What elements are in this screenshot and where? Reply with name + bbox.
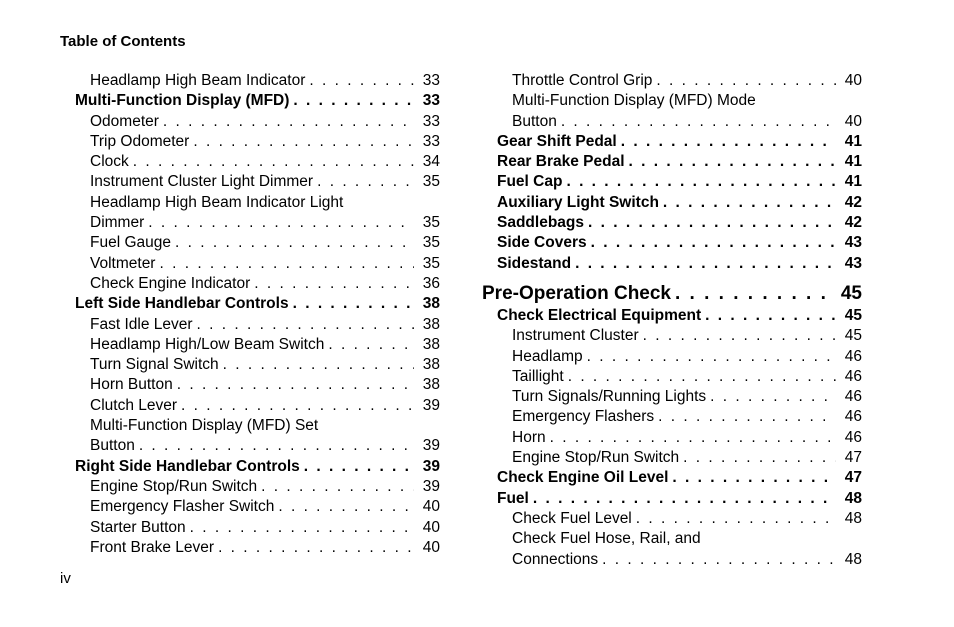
toc-entry-title: Front Brake Lever — [90, 538, 215, 556]
toc-entry-page-number: 46 — [844, 388, 862, 406]
dot-leader — [193, 132, 414, 152]
toc-entry-title: Emergency Flashers — [512, 408, 655, 426]
toc-entry-title: Right Side Handlebar Controls — [75, 457, 300, 475]
dot-leader — [293, 91, 414, 111]
toc-entry-title: Instrument Cluster — [512, 327, 639, 345]
toc-entry-page-number: 39 — [422, 457, 440, 475]
dot-leader — [133, 152, 414, 172]
toc-subsection-check-engine-indicator[interactable] — [60, 274, 440, 294]
toc-entry-page-number: 40 — [844, 112, 862, 130]
toc-entry-page-number: 48 — [844, 550, 862, 568]
dot-leader — [663, 193, 836, 213]
toc-entry-title: Connections — [512, 550, 599, 568]
toc-entry-page-number: 39 — [422, 437, 440, 455]
dot-leader — [293, 294, 414, 314]
toc-section-fuel[interactable] — [482, 489, 862, 509]
toc-entry-title: Headlamp High Beam Indicator — [90, 72, 306, 89]
toc-entry-page-number: 48 — [844, 509, 862, 527]
toc-section-fuel-cap[interactable] — [482, 172, 862, 192]
toc-entry-page-number: 33 — [422, 132, 440, 150]
toc-entry-title: Sidestand — [497, 254, 572, 272]
toc-entry-title: Headlamp High/Low Beam Switch — [90, 335, 325, 353]
toc-entry-page-number: 41 — [844, 132, 862, 150]
dot-leader — [656, 71, 836, 91]
toc-entry-page-number: 41 — [844, 173, 862, 191]
toc-section-sidestand[interactable] — [482, 254, 862, 274]
dot-leader — [710, 387, 836, 407]
toc-entry-page-number: 47 — [844, 449, 862, 467]
dot-leader — [550, 428, 836, 448]
dot-leader — [566, 172, 836, 192]
toc-subsection-headlamp-high-beam-indicator-light-dimmer[interactable] — [60, 193, 440, 234]
toc-entry-page-number: 39 — [422, 477, 440, 495]
page-number: iv — [60, 570, 71, 587]
toc-entry-page-number: 46 — [844, 347, 862, 365]
dot-leader — [175, 233, 414, 253]
toc-section-side-covers[interactable] — [482, 233, 862, 253]
toc-subsection-headlamp[interactable] — [482, 347, 862, 367]
toc-entry-title-line1: Multi-Function Display (MFD) Mode — [512, 92, 756, 110]
dot-leader — [181, 396, 414, 416]
toc-section-check-electrical-equipment[interactable] — [482, 306, 862, 326]
toc-entry-page-number: 35 — [422, 254, 440, 272]
toc-entry-title: Fuel Gauge — [90, 234, 171, 252]
dot-leader — [317, 172, 414, 192]
toc-entry-title: Button — [512, 112, 557, 130]
toc-subsection-clock[interactable] — [60, 152, 440, 172]
toc-subsection-turn-signals-running-lights[interactable] — [482, 387, 862, 407]
toc-section-rear-brake-pedal[interactable] — [482, 152, 862, 172]
dot-leader — [621, 132, 836, 152]
toc-section-auxiliary-light-switch[interactable] — [482, 193, 862, 213]
toc-entry-page-number: 38 — [422, 376, 440, 394]
toc-entry-title: Turn Signals/Running Lights — [512, 388, 707, 406]
toc-subsection-headlamp-high-low-beam-switch[interactable] — [60, 335, 440, 355]
toc-subsection-engine-stop-run-switch[interactable] — [482, 448, 862, 468]
toc-entry-title: Multi-Function Display (MFD) — [75, 92, 290, 110]
toc-entry-title: Button — [90, 437, 135, 455]
toc-subsection-odometer[interactable] — [60, 112, 440, 132]
toc-entry-title: Starter Button — [90, 518, 186, 536]
toc-entry-title: Emergency Flasher Switch — [90, 498, 275, 516]
toc-entry-page-number: 46 — [844, 428, 862, 446]
dot-leader — [675, 282, 830, 306]
toc-entry-title: Voltmeter — [90, 254, 156, 272]
toc-subsection-taillight[interactable] — [482, 367, 862, 387]
dot-leader — [575, 254, 836, 274]
toc-left-column — [60, 71, 440, 558]
toc-section-gear-shift-pedal[interactable] — [482, 132, 862, 152]
toc-entry-page-number: 42 — [844, 214, 862, 232]
toc-subsection-fuel-gauge[interactable] — [60, 233, 440, 253]
dot-leader — [568, 367, 836, 387]
toc-entry-page-number: 38 — [422, 315, 440, 333]
toc-entry-page-number: 46 — [844, 367, 862, 385]
toc-entry-title: Auxiliary Light Switch — [497, 193, 659, 211]
toc-subsection-trip-odometer[interactable] — [60, 132, 440, 152]
dot-leader — [177, 375, 414, 395]
toc-entry-page-number: 39 — [422, 396, 440, 414]
toc-entry-page-number: 48 — [844, 489, 862, 507]
dot-leader — [328, 335, 414, 355]
toc-entry-title: Fast Idle Lever — [90, 315, 193, 333]
toc-entry-title: Gear Shift Pedal — [497, 132, 617, 150]
toc-section-check-engine-oil-level[interactable] — [482, 468, 862, 488]
dot-leader — [636, 509, 836, 529]
toc-subsection-instrument-cluster-light-dimmer[interactable] — [60, 172, 440, 192]
toc-entry-title: Trip Odometer — [90, 132, 190, 150]
dot-leader — [643, 326, 836, 346]
toc-entry-title: Taillight — [512, 367, 564, 385]
toc-entry-page-number: 42 — [844, 193, 862, 211]
toc-entry-title: Rear Brake Pedal — [497, 153, 625, 171]
toc-entry-page-number: 35 — [422, 214, 440, 232]
toc-entry-title: Instrument Cluster Light Dimmer — [90, 173, 314, 191]
dot-leader — [139, 436, 414, 456]
toc-entry-title: Horn — [512, 428, 546, 446]
toc-entry-title: Throttle Control Grip — [512, 72, 653, 89]
dot-leader — [602, 550, 836, 570]
toc-subsection-emergency-flasher-switch[interactable] — [60, 497, 440, 517]
toc-section-left-side-handlebar-controls[interactable] — [60, 294, 440, 314]
toc-entry-title-line1: Multi-Function Display (MFD) Set — [90, 417, 319, 435]
dot-leader — [561, 112, 836, 132]
toc-entry-page-number: 33 — [422, 112, 440, 130]
toc-entry-page-number: 40 — [422, 518, 440, 536]
toc-subsection-emergency-flashers[interactable] — [482, 407, 862, 427]
toc-subsection-voltmeter[interactable] — [60, 254, 440, 274]
toc-entry-page-number: 35 — [422, 234, 440, 252]
dot-leader — [197, 315, 414, 335]
toc-entry-title: Side Covers — [497, 234, 587, 252]
toc-entry-page-number: 33 — [422, 72, 440, 89]
toc-entry-title: Fuel Cap — [497, 173, 563, 191]
dot-leader — [218, 538, 414, 558]
toc-entry-page-number: 38 — [422, 295, 440, 313]
dot-leader — [223, 355, 414, 375]
toc-entry-page-number: 45 — [840, 282, 862, 304]
toc-subsection-throttle-control-grip[interactable] — [482, 71, 862, 91]
toc-entry-title: Horn Button — [90, 376, 173, 394]
toc-section-saddlebags[interactable] — [482, 213, 862, 233]
dot-leader — [705, 306, 836, 326]
toc-entry-title: Check Engine Indicator — [90, 274, 251, 292]
dot-leader — [591, 233, 836, 253]
toc-subsection-multi-function-display-mfd-set-button[interactable] — [60, 416, 440, 457]
toc-entry-title-line1: Headlamp High Beam Indicator Light — [90, 193, 344, 211]
toc-chapter-pre-operation-check[interactable] — [482, 282, 862, 306]
toc-entry-title: Engine Stop/Run Switch — [90, 477, 258, 495]
dot-leader — [309, 71, 414, 91]
toc-entry-page-number: 43 — [844, 234, 862, 252]
dot-leader — [254, 274, 414, 294]
toc-entry-page-number: 34 — [422, 153, 440, 171]
toc-subsection-front-brake-lever[interactable] — [60, 538, 440, 558]
toc-subsection-instrument-cluster[interactable] — [482, 326, 862, 346]
toc-entry-page-number: 36 — [422, 274, 440, 292]
toc-entry-page-number: 38 — [422, 335, 440, 353]
toc-entry-title: Check Electrical Equipment — [497, 306, 702, 324]
dot-leader — [533, 489, 836, 509]
toc-subsection-starter-button[interactable] — [60, 518, 440, 538]
toc-section-right-side-handlebar-controls[interactable] — [60, 457, 440, 477]
toc-subsection-check-fuel-level[interactable] — [482, 509, 862, 529]
dot-leader — [629, 152, 836, 172]
dot-leader — [148, 213, 414, 233]
toc-subsection-horn[interactable] — [482, 428, 862, 448]
toc-subsection-headlamp-high-beam-indicator[interactable] — [60, 71, 440, 91]
section-spacer — [482, 274, 862, 282]
dot-leader — [304, 457, 414, 477]
page-header-title: Table of Contents — [60, 33, 186, 50]
toc-entry-title: Turn Signal Switch — [90, 356, 219, 374]
toc-subsection-check-fuel-hose-rail-and-connections[interactable] — [482, 529, 862, 570]
toc-subsection-turn-signal-switch[interactable] — [60, 355, 440, 375]
toc-entry-page-number: 45 — [844, 306, 862, 324]
toc-entry-title-line1: Check Fuel Hose, Rail, and — [512, 530, 701, 548]
toc-entry-title: Pre-Operation Check — [482, 282, 671, 304]
toc-entry-title: Odometer — [90, 112, 159, 130]
dot-leader — [658, 407, 836, 427]
toc-section-multi-function-display-mfd[interactable] — [60, 91, 440, 111]
toc-subsection-clutch-lever[interactable] — [60, 396, 440, 416]
toc-entry-page-number: 40 — [844, 72, 862, 89]
toc-subsection-multi-function-display-mfd-mode-button[interactable] — [482, 91, 862, 132]
toc-entry-page-number: 35 — [422, 173, 440, 191]
toc-entry-page-number: 33 — [422, 92, 440, 110]
toc-entry-page-number: 40 — [422, 498, 440, 516]
toc-subsection-fast-idle-lever[interactable] — [60, 315, 440, 335]
toc-subsection-engine-stop-run-switch[interactable] — [60, 477, 440, 497]
toc-entry-title: Dimmer — [90, 214, 145, 232]
toc-entry-page-number: 43 — [844, 254, 862, 272]
dot-leader — [190, 518, 414, 538]
toc-entry-title: Fuel — [497, 489, 529, 507]
toc-entry-page-number: 38 — [422, 356, 440, 374]
toc-subsection-horn-button[interactable] — [60, 375, 440, 395]
toc-right-column — [482, 71, 862, 570]
toc-entry-page-number: 45 — [844, 327, 862, 345]
dot-leader — [163, 112, 414, 132]
dot-leader — [672, 468, 836, 488]
toc-entry-page-number: 40 — [422, 538, 440, 556]
toc-entry-title: Clock — [90, 153, 129, 171]
dot-leader — [683, 448, 836, 468]
toc-entry-title: Engine Stop/Run Switch — [512, 449, 680, 467]
toc-entry-title: Clutch Lever — [90, 396, 178, 414]
toc-entry-title: Check Engine Oil Level — [497, 469, 669, 487]
toc-entry-title: Headlamp — [512, 347, 583, 365]
toc-entry-page-number: 47 — [844, 469, 862, 487]
toc-entry-page-number: 46 — [844, 408, 862, 426]
dot-leader — [159, 254, 414, 274]
toc-entry-title: Saddlebags — [497, 214, 584, 232]
toc-entry-title: Left Side Handlebar Controls — [75, 295, 289, 313]
dot-leader — [588, 213, 836, 233]
dot-leader — [261, 477, 414, 497]
dot-leader — [587, 347, 836, 367]
toc-entry-page-number: 41 — [844, 153, 862, 171]
dot-leader — [278, 497, 414, 517]
toc-entry-title: Check Fuel Level — [512, 509, 632, 527]
